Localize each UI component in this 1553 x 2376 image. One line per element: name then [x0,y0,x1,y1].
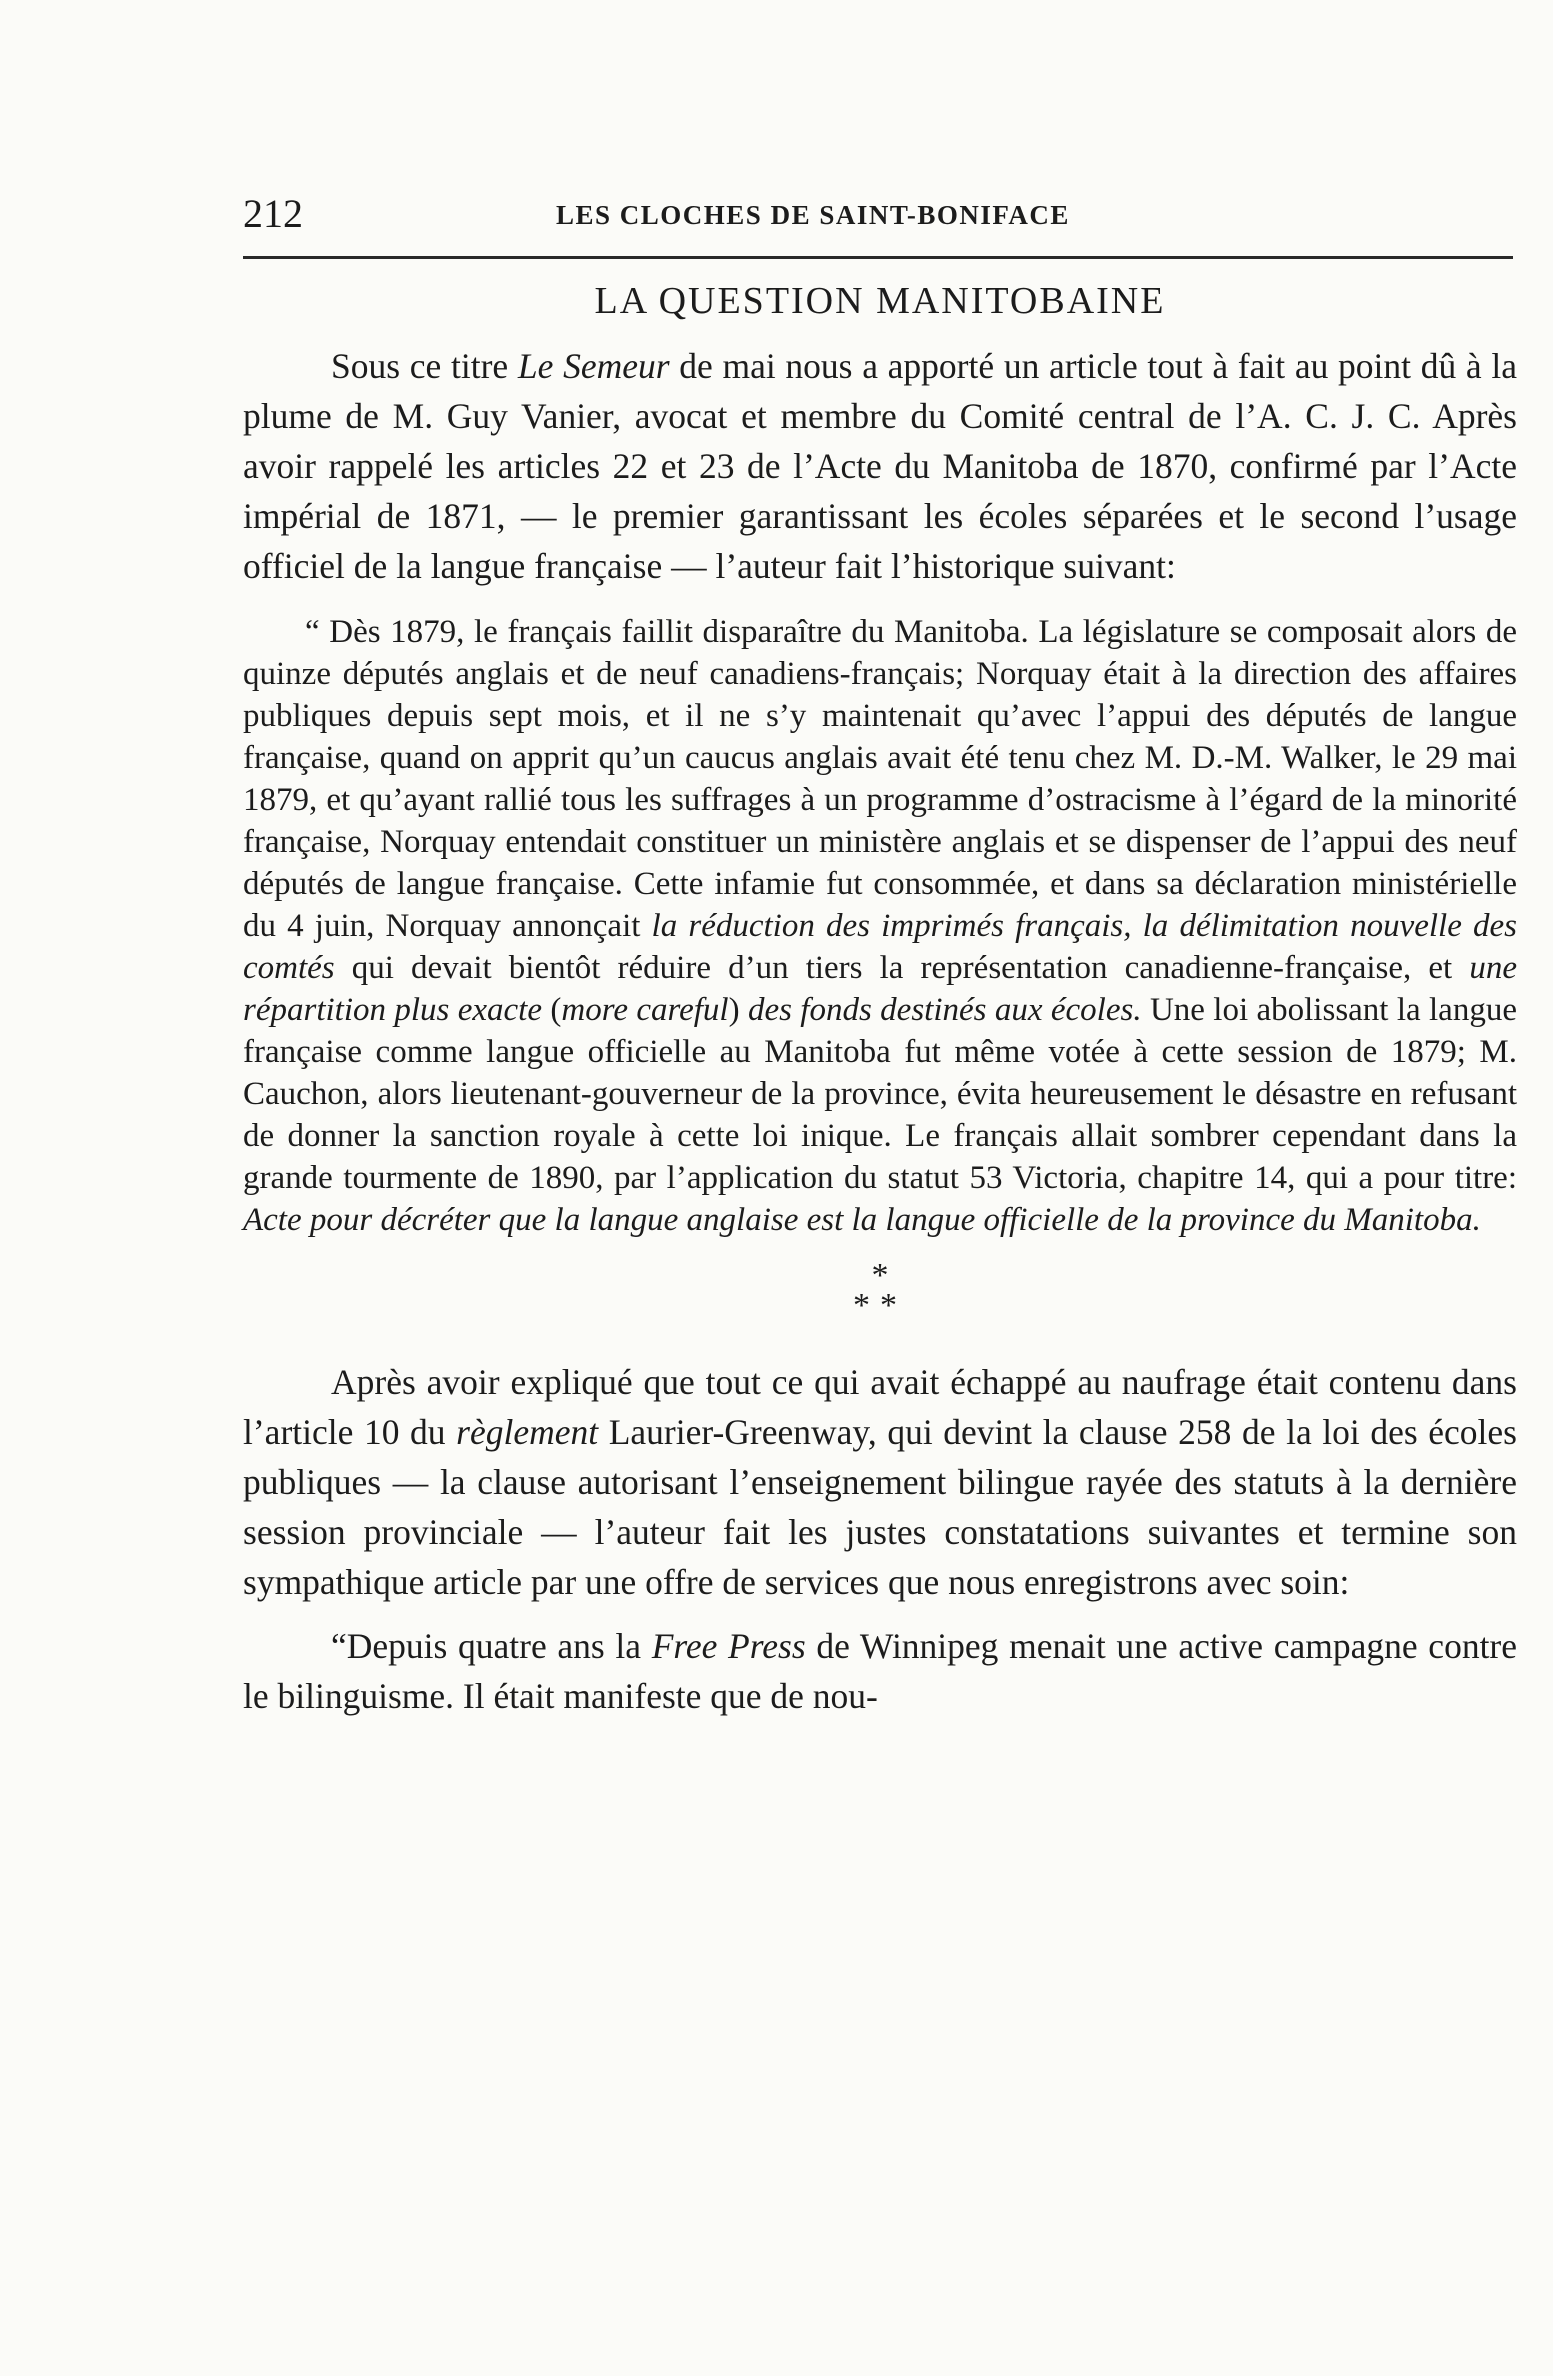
text-run: ( [542,992,562,1028]
text-run: qui devait bientôt réduire d’un tiers la représentation canadienne-française, et [334,950,1470,986]
page-number: 212 [243,191,303,236]
paragraph-after [243,1357,1517,1607]
paragraph-intro [243,341,1517,591]
section-title: LA QUESTION MANITOBAINE [594,280,1166,322]
running-head [243,190,1517,240]
text-run: Après avoir expliqué que tout ce qui avait échappé au naufrage était contenu dans l’article 10 du [243,1362,1517,1452]
text-run: Une loi abolissant la langue française comme langue officielle au Manitoba fut même votée à cette session de 1879; M. Cauchon, alors lieutenant-gouverneur de la province, évita heureusement le désastre en refusant de donner la sanction royale à cette loi inique. Le français allait sombrer cependant dans la grande tourmente de 1890, par l’application du statut 53 Victoria, chapitre 14, qui a pour titre: [243,992,1517,1196]
header-rule [243,256,1513,259]
running-title: LES CLOCHES DE SAINT-BONIFACE [556,200,1070,230]
text-run: “Depuis quatre ans la [331,1626,652,1666]
text-run: Sous ce titre [331,346,518,386]
italic-run: Acte pour décréter que la langue anglaise est la langue officielle de la province du Manitoba. [243,1202,1481,1238]
italic-run: la réduction des imprimés français, la délimitation nouvelle des comtés [243,908,1517,986]
italic-run: Free Press [651,1626,806,1666]
asterism-bottom: ** [853,1287,907,1324]
italic-run: des fonds destinés aux écoles. [747,992,1142,1028]
italic-run: more careful [561,992,729,1028]
italic-run: règlement [456,1412,599,1452]
italic-run: une répartition plus exacte [243,950,1517,1028]
page [243,190,1517,1721]
asterism-divider [243,1257,1517,1324]
asterism-top: * [871,1257,889,1294]
text-run: de Winnipeg menait une active campagne contre le bilinguisme. Il était manifeste que de nou- [243,1626,1518,1716]
text-run: “ Dès 1879, le français faillit disparaître du Manitoba. La législature se composait alors de quinze députés anglais et de neuf canadiens-français; Norquay était à la direction des affaires publiques depuis sept mois, et il ne s’y maintenait qu’avec l’appui des députés de langue française, quand on apprit qu’un caucus anglais avait été tenu chez M. D.-M. Walker, le 29 mai 1879, et qu’ayant rallié tous les suffrages à un programme d’ostracisme à l’égard de la minorité française, Norquay entendait constituer un ministère anglais et se dispenser de l’appui des neuf députés de langue française. Cette infamie fut consommée, et dans sa déclaration ministérielle du 4 juin, Norquay annonçait [243,614,1517,944]
italic-run: Le Semeur [517,346,670,386]
text-run: de mai nous a apporté un article tout à fait au point dû à la plume de M. Guy Vanier, avocat et membre du Comité central de l’A. C. J. C. Après avoir rappelé les articles 22 et 23 de l’Acte du Manitoba de 1870, confirmé par l’Acte impérial de 1871, — le premier garantissant les écoles séparées et le second l’usage officiel de la langue française — l’auteur fait l’historique suivant: [243,346,1518,586]
text-run: ) [728,992,748,1028]
text-run: Laurier-Greenway, qui devint la clause 258 de la loi des écoles publiques — la clause autorisant l’enseignement bilingue rayée des statuts à la dernière session provinciale — l’auteur fait les justes constatations suivantes et termine son sympathique article par une offre de services que nous enregistrons avec soin: [243,1412,1517,1602]
quote-start [243,1621,1517,1721]
quote-block [243,611,1517,1241]
